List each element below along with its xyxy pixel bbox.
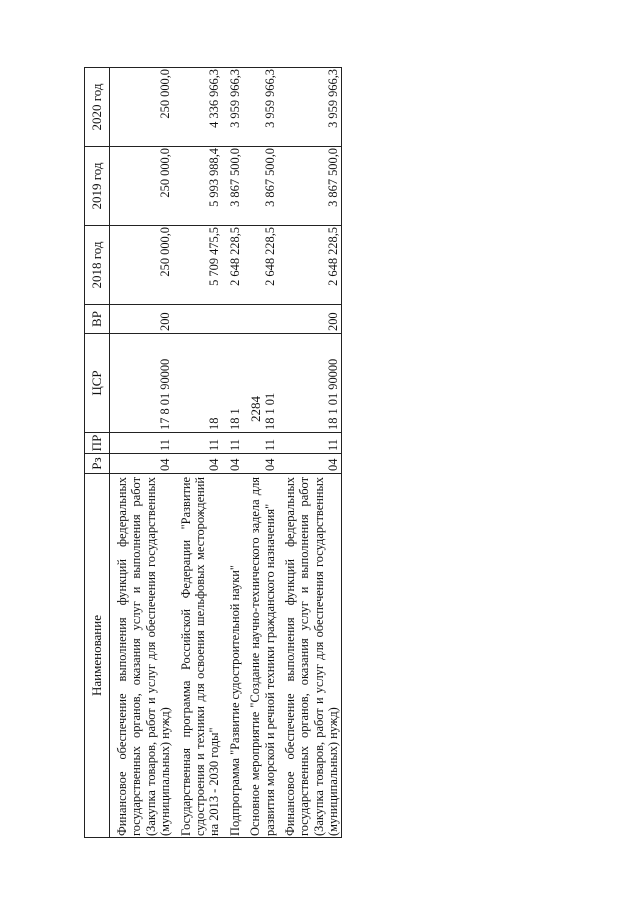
row-2019: 3 867 500,0 [278, 147, 342, 226]
table-row [243, 68, 278, 838]
header-2020: 2020 год [85, 68, 110, 147]
row-rz: 04 [174, 454, 223, 474]
header-name: Наименование [85, 474, 110, 838]
row-name: Подпрограмма "Развитие судостроительной науки" [223, 474, 243, 838]
row-2018: 5 709 475,5 [174, 226, 223, 305]
row-rz: 04 [223, 454, 243, 474]
budget-table [84, 67, 342, 838]
row-csr: 18 1 01 [243, 334, 278, 433]
row-2018: 2 648 228,5 [278, 226, 342, 305]
table-header-row [85, 68, 110, 838]
row-rz: 04 [278, 454, 342, 474]
row-2018: 2 648 228,5 [223, 226, 243, 305]
header-2018: 2018 год [85, 226, 110, 305]
row-vr: 200 [110, 305, 174, 334]
header-vr: ВР [85, 305, 110, 334]
page-number: 2284 [248, 396, 263, 422]
rotated-table-container [84, 67, 576, 838]
row-2018: 2 648 228,5 [243, 226, 278, 305]
row-2019: 5 993 988,4 [174, 147, 223, 226]
table-row [223, 68, 243, 838]
row-name: Основное мероприятие "Создание научно-технического задела для развития морской и речной техники гражданского назначения" [243, 474, 278, 838]
row-name: Финансовое обеспечение выполнения функций федеральных государственных органов, оказания услуг и выполнения работ (Закупка товаров, работ и услуг для обеспечения государственных (муниципальных) нужд) [278, 474, 342, 838]
row-2020: 3 959 966,3 [278, 68, 342, 147]
row-pr: 11 [243, 433, 278, 454]
row-vr [223, 305, 243, 334]
table-row [110, 68, 174, 838]
header-rz: Рз [85, 454, 110, 474]
row-pr: 11 [223, 433, 243, 454]
row-vr [243, 305, 278, 334]
table-row [278, 68, 342, 838]
row-2020: 3 959 966,3 [243, 68, 278, 147]
row-csr: 18 1 [223, 334, 243, 433]
row-rz: 04 [243, 454, 278, 474]
row-pr: 11 [110, 433, 174, 454]
row-name: Финансовое обеспечение выполнения функций федеральных государственных органов, оказания услуг и выполнения работ (Закупка товаров, работ и услуг для обеспечения государственных (муниципальных) нужд) [110, 474, 174, 838]
row-csr: 18 1 01 90000 [278, 334, 342, 433]
row-2019: 250 000,0 [110, 147, 174, 226]
row-2020: 3 959 966,3 [223, 68, 243, 147]
header-pr: ПР [85, 433, 110, 454]
row-name: Государственная программа Российской Федерации "Развитие судостроения и техники для освоения шельфовых месторождений на 2013 - 2030 годы" [174, 474, 223, 838]
row-pr: 11 [174, 433, 223, 454]
row-vr: 200 [278, 305, 342, 334]
row-2020: 250 000,0 [110, 68, 174, 147]
row-pr: 11 [278, 433, 342, 454]
row-csr: 18 [174, 334, 223, 433]
row-2020: 4 336 966,3 [174, 68, 223, 147]
row-2018: 250 000,0 [110, 226, 174, 305]
row-csr: 17 8 01 90000 [110, 334, 174, 433]
row-vr [174, 305, 223, 334]
row-2019: 3 867 500,0 [223, 147, 243, 226]
header-csr: ЦСР [85, 334, 110, 433]
header-2019: 2019 год [85, 147, 110, 226]
row-rz: 04 [110, 454, 174, 474]
table-row [174, 68, 223, 838]
row-2019: 3 867 500,0 [243, 147, 278, 226]
